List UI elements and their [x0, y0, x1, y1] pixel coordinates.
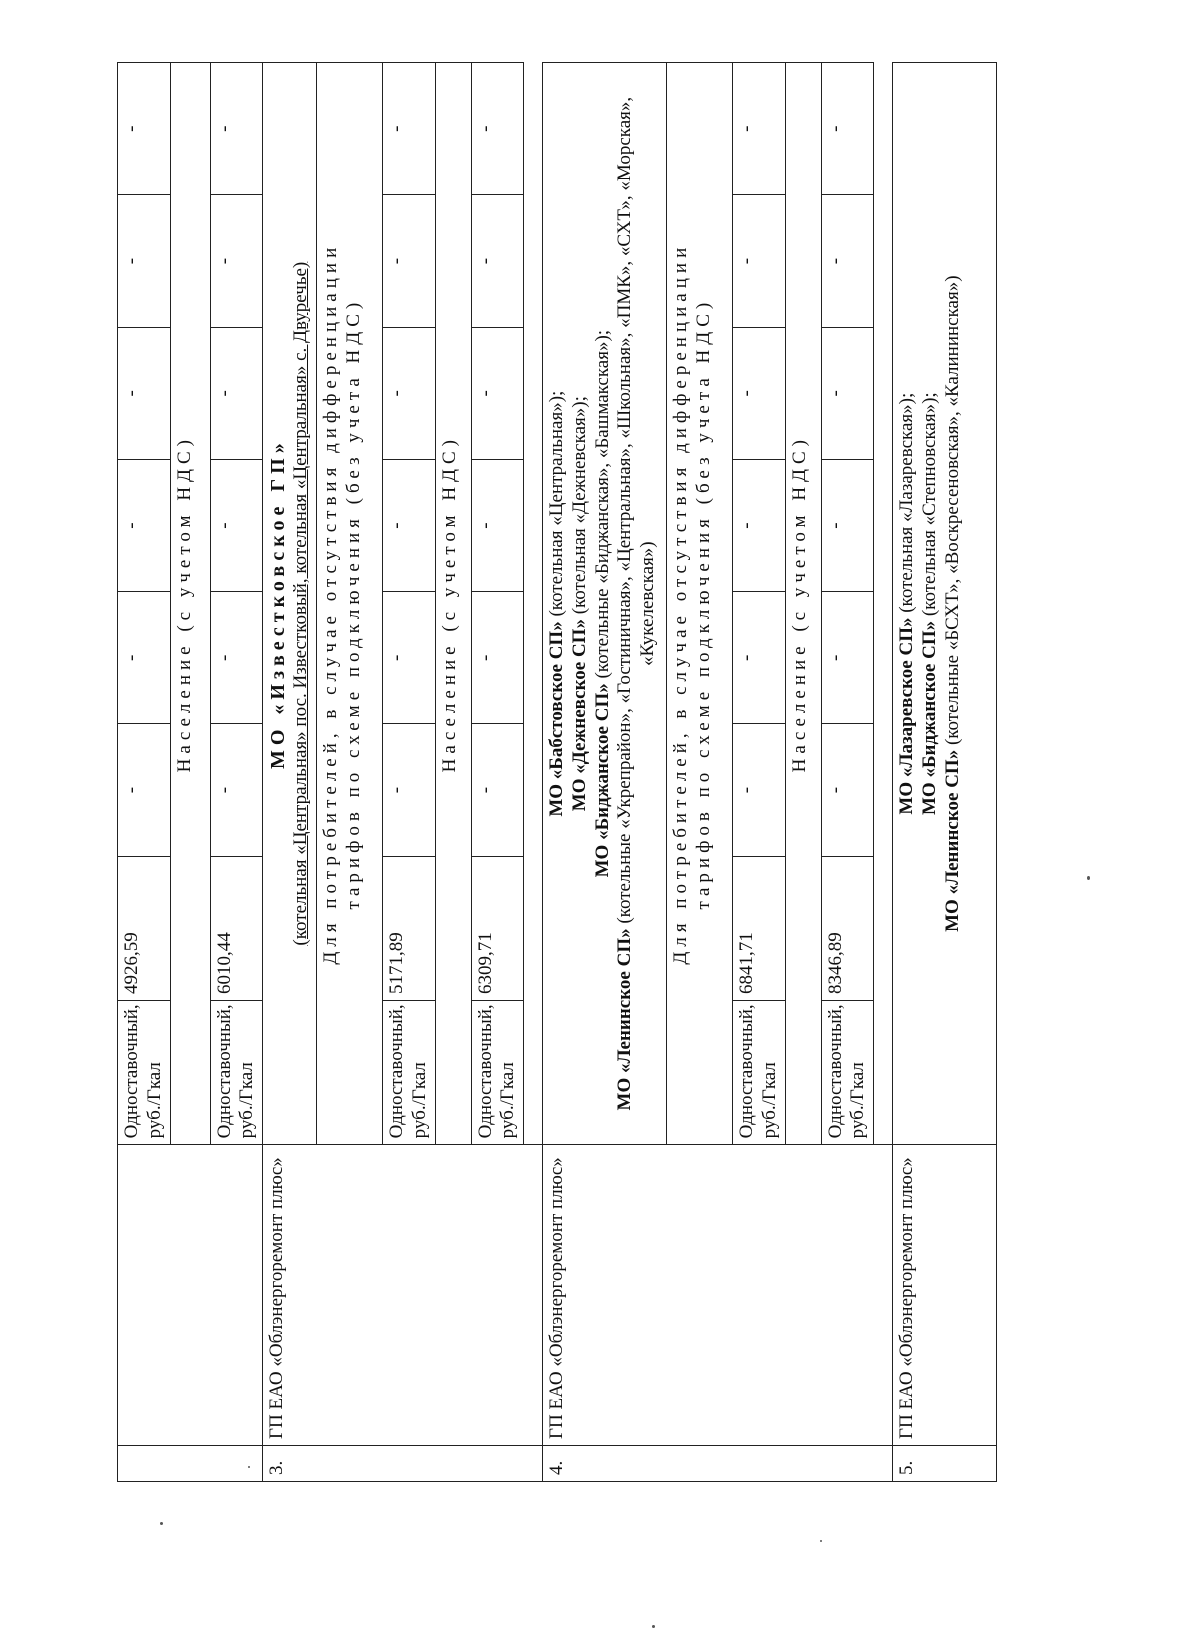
population-label: Население (с учетом НДС)	[170, 63, 210, 1145]
dash-cell: -	[118, 327, 171, 459]
dash-cell: -	[382, 592, 435, 724]
dash-cell: -	[732, 592, 785, 724]
dash-cell: -	[382, 724, 435, 856]
dash-cell: -	[210, 63, 263, 195]
mo-item: МО «Бабстовское СП» (котельная «Центральная»);	[545, 390, 567, 817]
dash-cell: -	[118, 195, 171, 327]
scan-speck	[1087, 876, 1090, 880]
dash-cell: -	[382, 195, 435, 327]
dash-cell: -	[118, 63, 171, 195]
dash-cell: -	[382, 327, 435, 459]
scan-speck	[652, 1625, 655, 1628]
dash-cell: -	[821, 327, 874, 459]
section5-org: ГП ЕАО «Облэнергоремонт плюс»	[893, 1145, 997, 1446]
section3-subtitle: (котельная «Центральная» пос. Известковый, котельная «Центральная» с. Двуречье)	[290, 261, 312, 946]
dash-cell: -	[732, 63, 785, 195]
dash-cell: -	[382, 459, 435, 591]
dash-cell: -	[471, 459, 524, 591]
rotated-table-wrapper	[117, 62, 997, 1482]
scan-speck	[820, 1540, 822, 1542]
dash-cell: -	[732, 459, 785, 591]
dash-cell: -	[732, 724, 785, 856]
section4-condition	[666, 63, 732, 1145]
dash-cell: -	[471, 63, 524, 195]
org-cell-empty	[118, 1145, 263, 1446]
mo-item: МО «Биджанское СП» (котельная «Степновская»);	[918, 392, 940, 816]
condition-line: тарифов по схеме подключения (без учета НДС)	[692, 297, 714, 910]
unit-cell: Одноставочный, руб./Гкал	[732, 1001, 785, 1145]
table-row	[118, 63, 171, 1482]
dash-cell: -	[471, 724, 524, 856]
dash-cell: -	[210, 592, 263, 724]
unit-cell: Одноставочный, руб./Гкал	[382, 1001, 435, 1145]
value-cell: 6309,71	[471, 856, 524, 1000]
mo-item: МО «Дежневское СП» (котельная «Дежневская»);	[568, 396, 590, 812]
condition-line: тарифов по схеме подключения (без учета НДС)	[342, 297, 364, 910]
section5-num: 5.	[893, 1445, 997, 1481]
dash-cell: -	[821, 592, 874, 724]
unit-cell: Одноставочный, руб./Гкал	[210, 1001, 263, 1145]
section3-org: ГП ЕАО «Облэнергоремонт плюс»	[263, 1145, 543, 1446]
section3-num: 3.	[263, 1445, 543, 1481]
scan-speck	[248, 1466, 250, 1468]
mo-item: МО «Ленинское СП» (котельные «БСХТ», «Воскресеновская», «Калининская»)	[941, 275, 963, 932]
table-row	[893, 63, 997, 1482]
dash-cell: -	[210, 327, 263, 459]
mo-item: МО «Ленинское СП» (котельные «Укрепрайон», «Гостиничная», «Центральная», «Школьная», «ПМК», «СХТ», «Морская», «Кукелевская»)	[614, 96, 659, 1111]
dash-cell: -	[210, 195, 263, 327]
dash-cell: -	[210, 459, 263, 591]
value-cell: 6010,44	[210, 856, 263, 1000]
unit-cell: Одноставочный, руб./Гкал	[118, 1001, 171, 1145]
section4-org: ГП ЕАО «Облэнергоремонт плюс»	[542, 1145, 892, 1446]
table-row	[263, 63, 317, 1482]
value-cell: 5171,89	[382, 856, 435, 1000]
dash-cell: -	[732, 195, 785, 327]
value-cell: 4926,59	[118, 856, 171, 1000]
value-cell: 6841,71	[732, 856, 785, 1000]
table-row	[542, 63, 666, 1482]
dash-cell: -	[118, 724, 171, 856]
section3-title: МО «Известковское ГП»	[267, 438, 290, 770]
mo-item: МО «Биджанское СП» (котельные «Биджанская», «Башмакская»);	[591, 329, 613, 878]
dash-cell: -	[821, 459, 874, 591]
scan-speck	[160, 1522, 163, 1525]
num-cell-empty	[118, 1445, 263, 1481]
section4-mo-list	[542, 63, 666, 1145]
dash-cell: -	[382, 63, 435, 195]
dash-cell: -	[118, 592, 171, 724]
value-cell: 8346,89	[821, 856, 874, 1000]
tariff-table	[117, 62, 997, 1482]
dash-cell: -	[821, 195, 874, 327]
section5-mo-list	[893, 63, 997, 1145]
dash-cell: -	[732, 327, 785, 459]
dash-cell: -	[471, 592, 524, 724]
section3-title-cell	[263, 63, 317, 1145]
condition-line: Для потребителей, в случае отсутствия дифференциации	[319, 242, 341, 965]
dash-cell: -	[821, 63, 874, 195]
section4-num: 4.	[542, 1445, 892, 1481]
condition-line: Для потребителей, в случае отсутствия дифференциации	[669, 242, 691, 965]
mo-item: МО «Лазаревское СП» (котельная «Лазаревская»);	[896, 392, 917, 815]
population-label: Население (с учетом НДС)	[785, 63, 821, 1145]
dash-cell: -	[821, 724, 874, 856]
section3-condition	[316, 63, 382, 1145]
population-label: Население (с учетом НДС)	[435, 63, 471, 1145]
dash-cell: -	[471, 327, 524, 459]
dash-cell: -	[118, 459, 171, 591]
unit-cell: Одноставочный, руб./Гкал	[471, 1001, 524, 1145]
unit-cell: Одноставочный, руб./Гкал	[821, 1001, 874, 1145]
dash-cell: -	[210, 724, 263, 856]
dash-cell: -	[471, 195, 524, 327]
